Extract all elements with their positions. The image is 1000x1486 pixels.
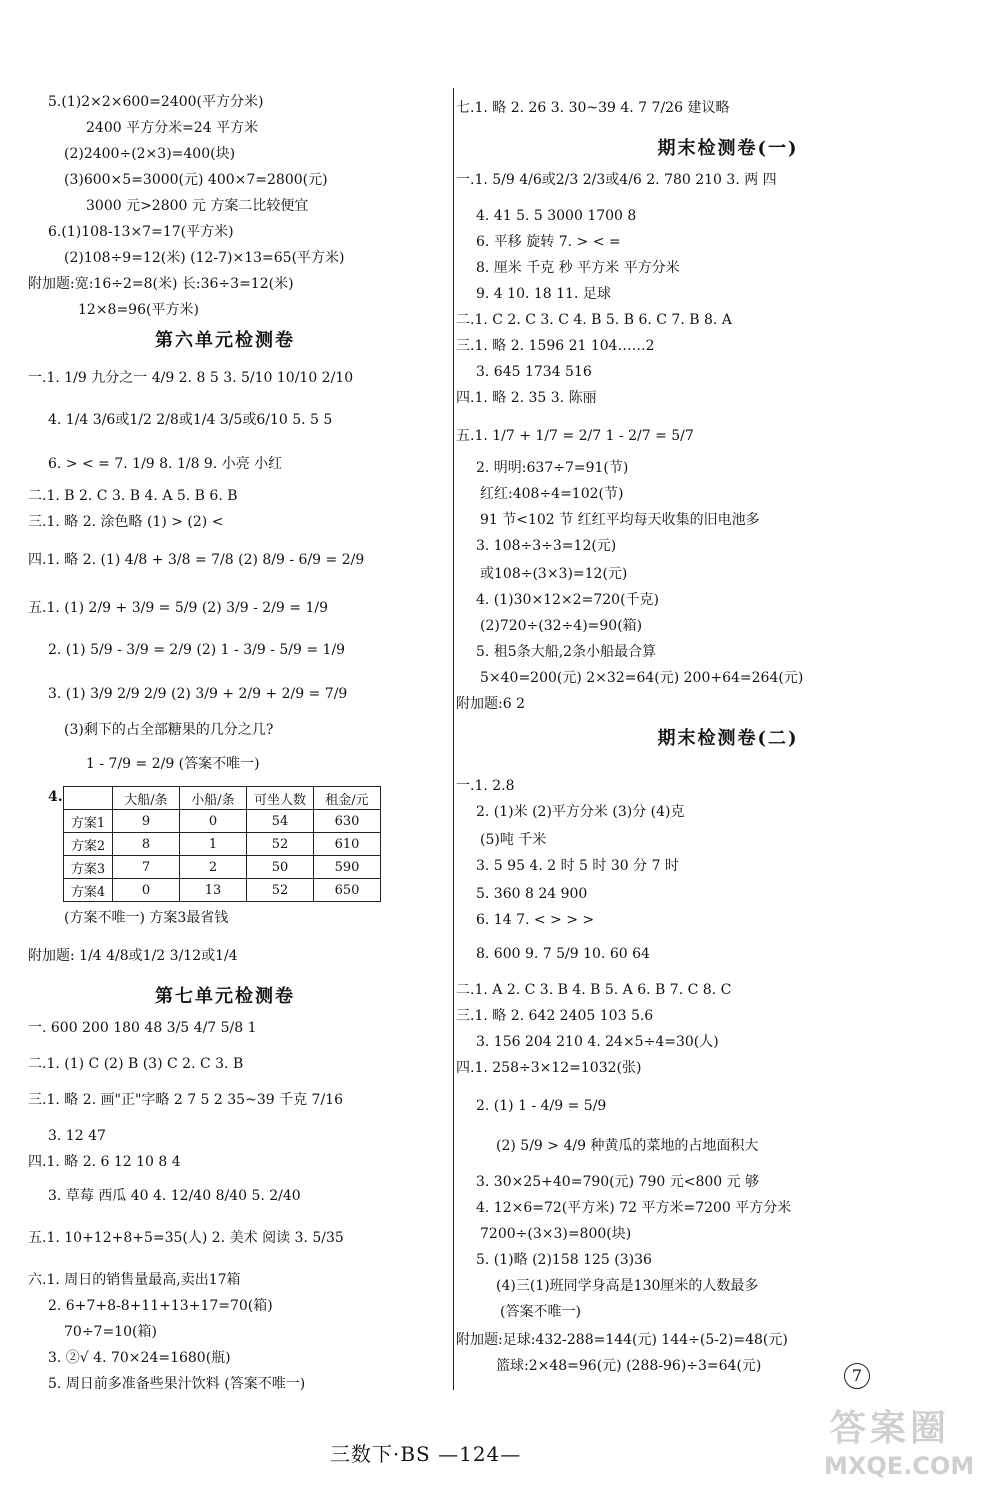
answer-line: 2400 平方分米=24 平方米: [86, 120, 259, 136]
answer-line: 2. (1) 1 - 4/9 = 5/9: [476, 1098, 607, 1114]
answer-line: 5.(1)2×2×600=2400(平方分米): [48, 94, 264, 110]
answer-line: 一. 600 200 180 48 3/5 4/7 5/8 1: [28, 1020, 257, 1036]
answer-line: 3000 元>2800 元 方案二比较便宜: [86, 198, 309, 214]
page-marker-circle: 7: [844, 1363, 870, 1389]
answer-line: (5)吨 千米: [480, 832, 547, 848]
boat-plan-table: [63, 786, 381, 902]
answer-line: 2. 明明:637÷7=91(节): [476, 460, 629, 476]
answer-line: (2)108÷9=12(米) (12-7)×13=65(平方米): [64, 250, 345, 266]
answer-line: 红红:408÷4=102(节): [480, 486, 624, 502]
answer-line: 4. 12×6=72(平方米) 72 平方米=7200 平方分米: [476, 1200, 792, 1216]
answer-line: 6. > < = 7. 1/9 8. 1/8 9. 小亮 小红: [48, 456, 283, 472]
table-cell: 8: [113, 833, 180, 856]
answer-line: (2)2400÷(2×3)=400(块): [64, 146, 236, 162]
table-cell: 610: [314, 833, 381, 856]
answer-line: (3)600×5=3000(元) 400×7=2800(元): [64, 172, 328, 188]
answer-line: 3. 5 95 4. 2 时 5 时 30 分 7 时: [476, 858, 679, 874]
answer-line: 三.1. 略 2. 画"正"字略 2 7 5 2 35~39 千克 7/16: [28, 1092, 343, 1108]
table-header-cell: 大船/条: [113, 787, 180, 810]
answer-line: (方案不唯一) 方案3最省钱: [64, 910, 229, 926]
section-heading: 期末检测卷(一): [657, 138, 799, 159]
answer-line: 一.1. 5/9 4/6或2/3 2/3或4/6 2. 780 210 3. 两 四: [456, 172, 777, 188]
answer-line: 6. 14 7. < > > >: [476, 912, 595, 928]
answer-line: 3. 草莓 西瓜 40 4. 12/40 8/40 5. 2/40: [48, 1188, 301, 1204]
answer-line: 1 - 7/9 = 2/9 (答案不唯一): [86, 756, 260, 772]
answer-line: 3. 12 47: [48, 1128, 106, 1144]
answer-line: 附加题:6 2: [456, 696, 525, 712]
column-divider: [453, 88, 454, 1390]
answer-line: 5. 360 8 24 900: [476, 886, 588, 902]
answer-line: 二.1. A 2. C 3. B 4. B 5. A 6. B 7. C 8. C: [456, 982, 732, 998]
answer-line: 五.1. 1/7 + 1/7 = 2/7 1 - 2/7 = 5/7: [456, 428, 694, 444]
answer-line: 91 节<102 节 红红平均每天收集的旧电池多: [480, 512, 760, 528]
answer-line: 三.1. 略 2. 1596 21 104……2: [456, 338, 655, 354]
answer-line: 3. 645 1734 516: [476, 364, 592, 380]
answer-line: 8. 厘米 千克 秒 平方米 平方分米: [476, 260, 680, 276]
answer-line: 3. (1) 3/9 2/9 2/9 (2) 3/9 + 2/9 + 2/9 = 7/9: [48, 686, 348, 702]
answer-line: 4. 1/4 3/6或1/2 2/8或1/4 3/5或6/10 5. 5 5: [48, 412, 333, 428]
table-cell: 方案2: [64, 833, 113, 856]
answer-line: 或108÷(3×3)=12(元): [480, 566, 628, 582]
table-header-cell: 小船/条: [180, 787, 247, 810]
answer-line: 附加题:足球:432-288=144(元) 144÷(5-2)=48(元): [456, 1332, 788, 1348]
answer-line: 四.1. 略 2. (1) 4/8 + 3/8 = 7/8 (2) 8/9 - 6/9 = 2/9: [28, 552, 365, 568]
table-header-cell: [64, 787, 113, 810]
table-cell: 650: [314, 879, 381, 902]
table-cell: 方案3: [64, 856, 113, 879]
answer-line: (4)三(1)班同学身高是130厘米的人数最多: [496, 1278, 759, 1294]
answer-line: 附加题: 1/4 4/8或1/2 3/12或1/4: [28, 948, 238, 964]
answer-line: 篮球:2×48=96(元) (288-96)÷3=64(元): [496, 1358, 762, 1374]
table-cell: 方案4: [64, 879, 113, 902]
watermark-text-bottom: MXQE.COM: [824, 1452, 975, 1480]
table-cell: 13: [180, 879, 247, 902]
table-header-row: [64, 787, 381, 810]
section-heading: 期末检测卷(二): [657, 728, 799, 749]
section-heading: 第六单元检测卷: [155, 330, 295, 351]
answer-line: 四.1. 略 2. 35 3. 陈丽: [456, 390, 597, 406]
answer-line: 6.(1)108-13×7=17(平方米): [48, 224, 234, 240]
answer-line: 3. 108÷3÷3=12(元): [476, 538, 617, 554]
answer-line: 2. 6+7+8-8+11+13+17=70(箱): [48, 1298, 273, 1314]
answer-line: 3. 30×25+40=790(元) 790 元<800 元 够: [476, 1174, 760, 1190]
answer-line: (2)720÷(32÷4)=90(箱): [480, 618, 643, 634]
answer-line: 二.1. B 2. C 3. B 4. A 5. B 6. B: [28, 488, 238, 504]
table-row: [64, 833, 381, 856]
table-row: [64, 879, 381, 902]
table-cell: 630: [314, 810, 381, 833]
answer-line: 70÷7=10(箱): [64, 1324, 157, 1340]
answer-line: 附加题:宽:16÷2=8(米) 长:36÷3=12(米): [28, 276, 294, 292]
answer-line: 四.1. 略 2. 6 12 10 8 4: [28, 1154, 181, 1170]
table-cell: 52: [247, 879, 314, 902]
answer-line: 二.1. C 2. C 3. C 4. B 5. B 6. C 7. B 8. A: [456, 312, 732, 328]
answer-line: 9. 4 10. 18 11. 足球: [476, 286, 611, 302]
table-cell: 50: [247, 856, 314, 879]
answer-line: 一.1. 1/9 九分之一 4/9 2. 8 5 3. 5/10 10/10 2/10: [28, 370, 354, 386]
answer-line: 3. 156 204 210 4. 24×5÷4=30(人): [476, 1034, 719, 1050]
answer-line: 三.1. 略 2. 涂色略 (1) > (2) <: [28, 514, 224, 530]
page-footer: 三数下·BS —124—: [330, 1442, 522, 1466]
watermark-text-top: 答案圈: [830, 1408, 951, 1449]
table-cell: 1: [180, 833, 247, 856]
table-question-number: 4.: [48, 789, 63, 805]
answer-line: 3. ②√ 4. 70×24=1680(瓶): [48, 1350, 231, 1366]
answer-line: 七.1. 略 2. 26 3. 30~39 4. 7 7/26 建议略: [456, 100, 730, 116]
answer-line: 4. 41 5. 5 3000 1700 8: [476, 208, 637, 224]
table-cell: 9: [113, 810, 180, 833]
table-cell: 方案1: [64, 810, 113, 833]
answer-line: (2) 5/9 > 4/9 种黄瓜的菜地的占地面积大: [496, 1138, 759, 1154]
table-header-cell: 可坐人数: [247, 787, 314, 810]
answer-line: 8. 600 9. 7 5/9 10. 60 64: [476, 946, 650, 962]
table-row: [64, 810, 381, 833]
answer-line: 二.1. (1) C (2) B (3) C 2. C 3. B: [28, 1056, 244, 1072]
answer-line: 5. 租5条大船,2条小船最合算: [476, 644, 657, 660]
table-cell: 7: [113, 856, 180, 879]
answer-line: 三.1. 略 2. 642 2405 103 5.6: [456, 1008, 654, 1024]
answer-line: 五.1. 10+12+8+5=35(人) 2. 美术 阅读 3. 5/35: [28, 1230, 344, 1246]
answer-line: 5×40=200(元) 2×32=64(元) 200+64=264(元): [480, 670, 804, 686]
table-cell: 590: [314, 856, 381, 879]
table-body: [64, 810, 381, 902]
table-header-cell: 租金/元: [314, 787, 381, 810]
answer-line: 一.1. 2.8: [456, 778, 515, 794]
table-cell: 0: [180, 810, 247, 833]
table-cell: 52: [247, 833, 314, 856]
answer-line: (答案不唯一): [500, 1304, 581, 1320]
answer-line: 六.1. 周日的销售量最高,卖出17箱: [28, 1272, 241, 1288]
table-cell: 0: [113, 879, 180, 902]
answer-line: 12×8=96(平方米): [78, 302, 199, 318]
answer-line: 5. (1)略 (2)158 125 (3)36: [476, 1252, 652, 1268]
table-cell: 54: [247, 810, 314, 833]
answer-line: 四.1. 258÷3×12=1032(张): [456, 1060, 642, 1076]
section-heading: 第七单元检测卷: [155, 986, 295, 1007]
table-row: [64, 856, 381, 879]
watermark-logo: [820, 1400, 990, 1480]
answer-line: 五.1. (1) 2/9 + 3/9 = 5/9 (2) 3/9 - 2/9 = 1/9: [28, 600, 328, 616]
answer-line: 6. 平移 旋转 7. > < =: [476, 234, 621, 250]
answer-line: 4. (1)30×12×2=720(千克): [476, 592, 660, 608]
table-cell: 2: [180, 856, 247, 879]
answer-line: 2. (1) 5/9 - 3/9 = 2/9 (2) 1 - 3/9 - 5/9 = 1/9: [48, 642, 346, 658]
answer-line: 5. 周日前多准备些果汁饮料 (答案不唯一): [48, 1376, 306, 1392]
answer-line: 2. (1)米 (2)平方分米 (3)分 (4)克: [476, 804, 685, 820]
answer-line: (3)剩下的占全部糖果的几分之几?: [64, 722, 274, 738]
answer-line: 7200÷(3×3)=800(块): [480, 1226, 632, 1242]
